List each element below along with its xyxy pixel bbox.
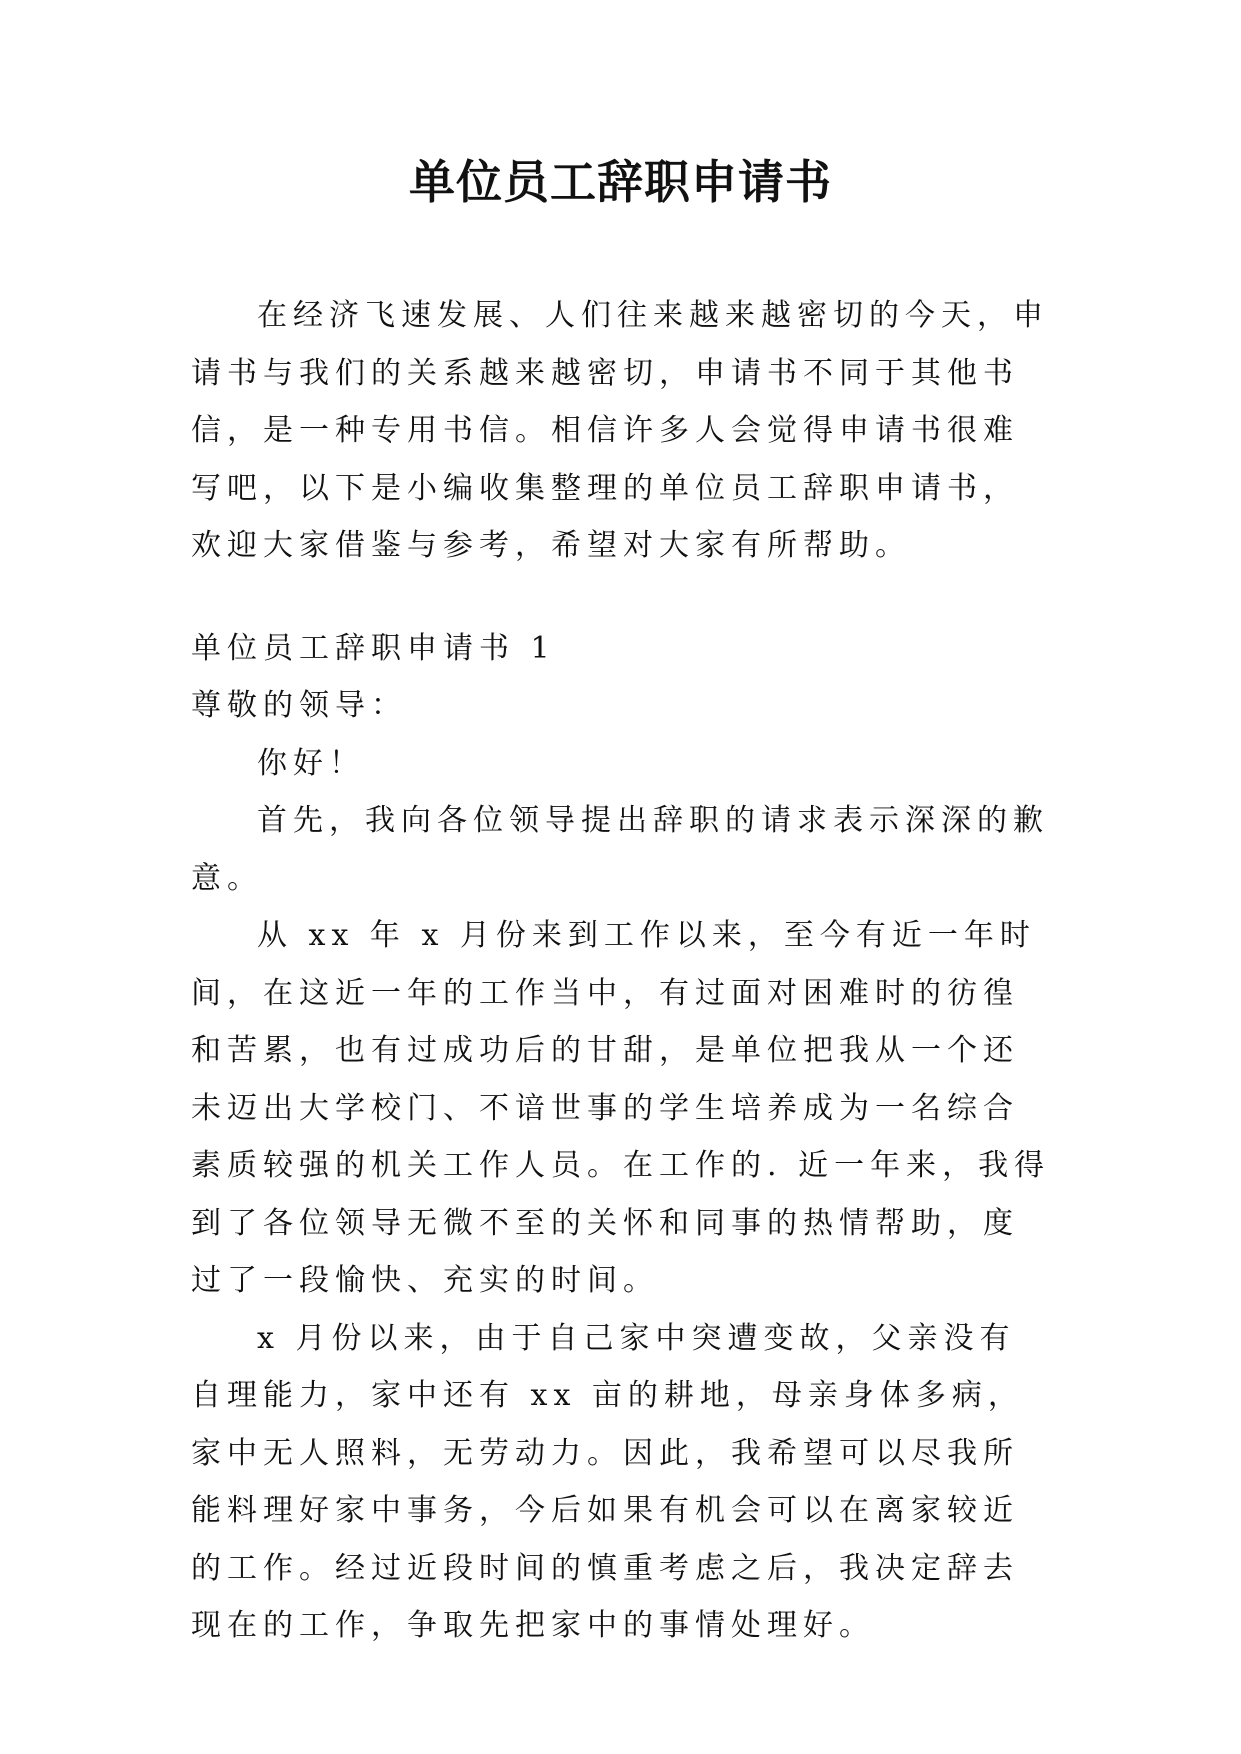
body-paragraph-apology: 首先，我向各位领导提出辞职的请求表示深深的歉意。 xyxy=(191,803,1049,896)
document-body xyxy=(191,287,1051,1655)
body-paragraph-reason: x 月份以来，由于自己家中突遭变故，父亲没有自理能力，家中还有 xx 亩的耕地，母亲身体多病，家中无人照料，无劳动力。因此，我希望可以尽我所能料理好家中事务，今后如果有机会可以在离家较近的工作。经过近段时间的慎重考虑之后，我决定辞去现在的工作，争取先把家中的事情处理好。 xyxy=(191,1320,1024,1643)
intro-paragraph: 在经济飞速发展、人们往来越来越密切的今天，申请书与我们的关系越来越密切，申请书不同于其他书信，是一种专用书信。相信许多人会觉得申请书很难写吧，以下是小编收集整理的单位员工辞职申请书，欢迎大家借鉴与参考，希望对大家有所帮助。 xyxy=(191,298,1049,563)
salutation: 尊敬的领导： xyxy=(191,688,407,723)
greeting: 你好！ xyxy=(257,745,365,781)
section-spacer xyxy=(191,575,1051,620)
section-heading: 单位员工辞职申请书 1 xyxy=(191,630,556,666)
body-paragraph-work-history: 从 xx 年 x 月份来到工作以来，至今有近一年时间，在这近一年的工作当中，有过面对困难时的彷徨和苦累，也有过成功后的甘甜，是单位把我从一个还未迈出大学校门、不谙世事的学生培养成为一名综合素质较强的机关工作人员。在工作的. 近一年来，我得到了各位领导无微不至的关怀和同事的热情帮助，度过了一段愉快、充实的时间。 xyxy=(191,918,1051,1298)
document-title: 单位员工辞职申请书 xyxy=(409,155,832,209)
